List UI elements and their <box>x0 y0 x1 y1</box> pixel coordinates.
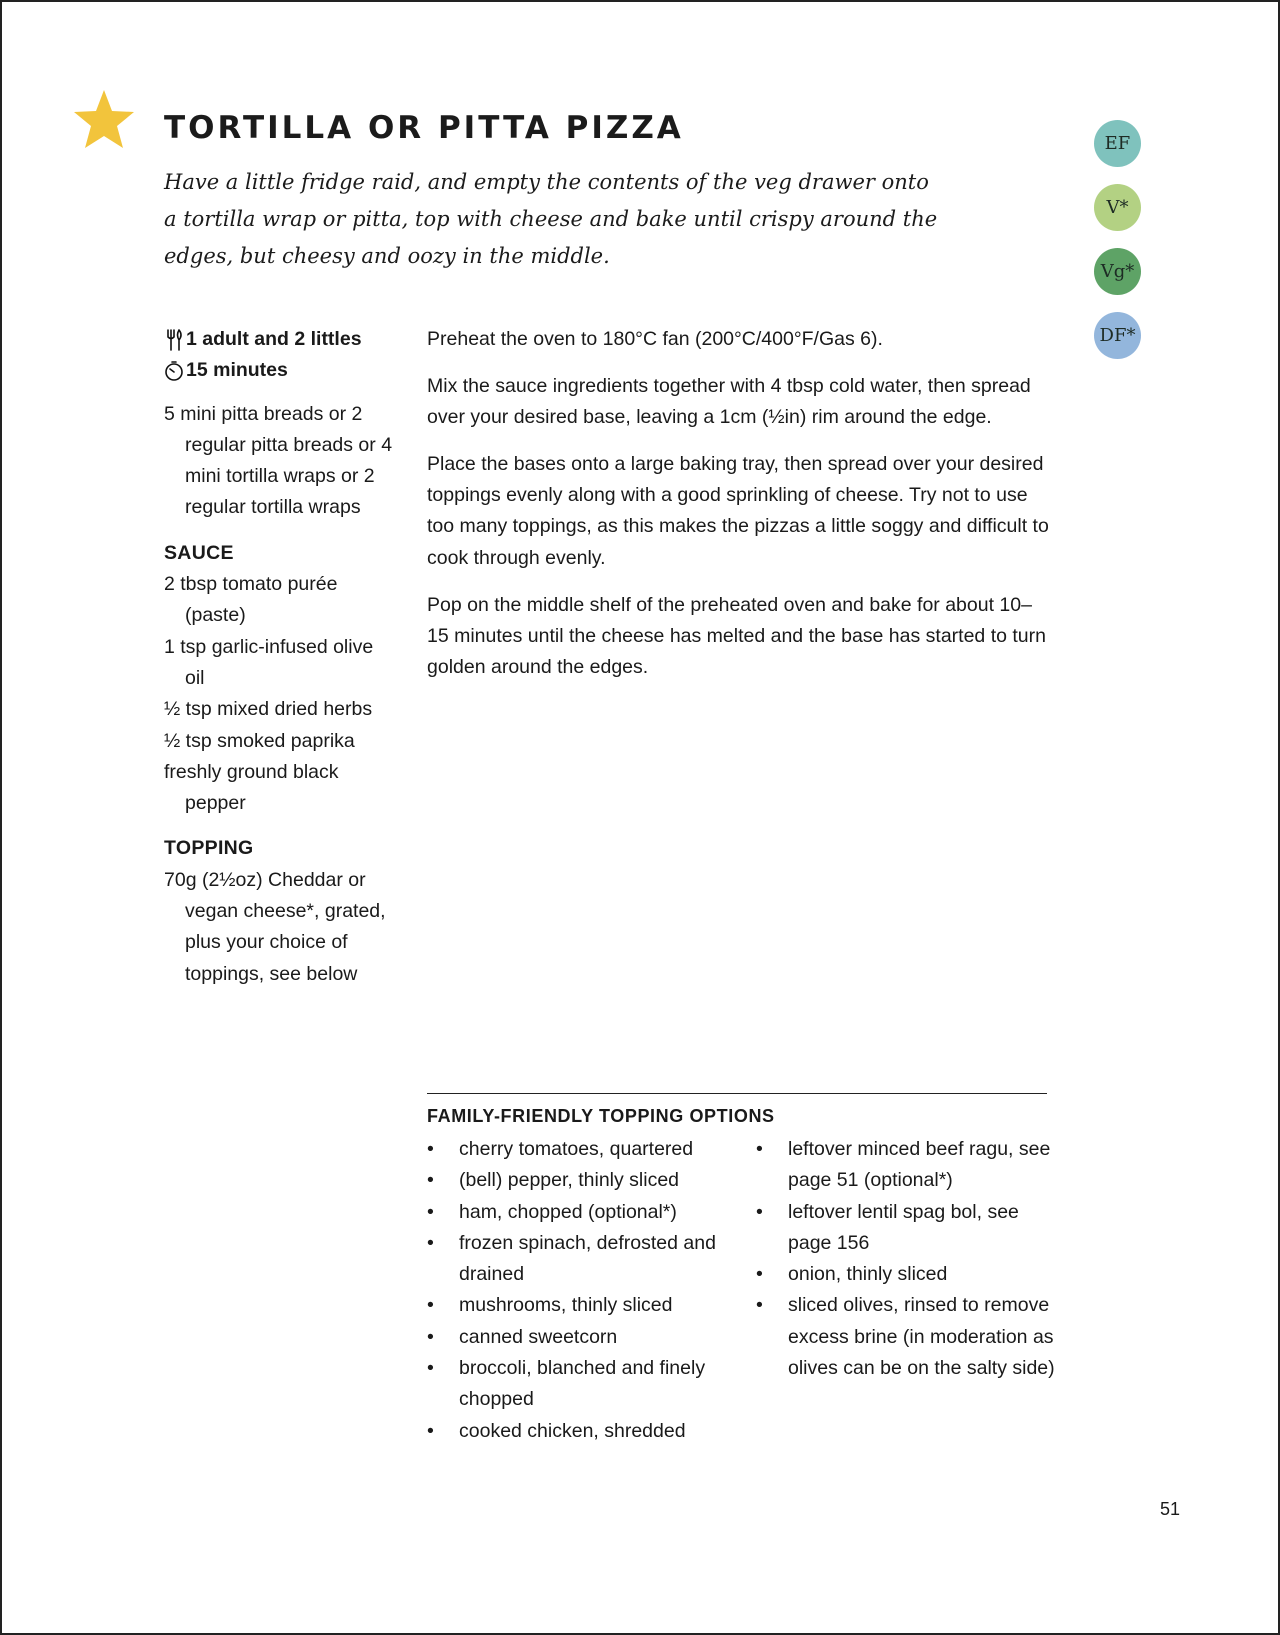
badge-vegan: Vg* <box>1094 248 1141 295</box>
list-item: • leftover lentil spag bol, see page 156 <box>756 1197 1056 1260</box>
list-item: • mushrooms, thinly sliced <box>427 1290 727 1321</box>
method-column <box>427 324 1052 699</box>
list-item: • canned sweetcorn <box>427 1322 727 1353</box>
serves-text: 1 adult and 2 littles <box>186 328 362 350</box>
recipe-intro: Have a little fridge raid, and empty the contents of the veg drawer onto a tortilla wrap or pitta, top with cheese and bake until crispy around the edges, but cheesy and oozy in the middle. <box>164 170 938 268</box>
list-item: • ham, chopped (optional*) <box>427 1197 727 1228</box>
base-ingredient: 5 mini pitta breads or 2 regular pitta breads or 4 mini tortilla wraps or 2 regular tortilla wraps <box>164 402 393 519</box>
topping-ingredient: 70g (2½oz) Cheddar or vegan cheese*, grated, plus your choice of toppings, see below <box>164 868 386 985</box>
list-item: • onion, thinly sliced <box>756 1259 1056 1290</box>
badge-egg-free: EF <box>1094 120 1141 167</box>
method-step: Mix the sauce ingredients together with 4 tbsp cold water, then spread over your desired base, leaving a 1cm (½in) rim around the edge. <box>427 374 1031 429</box>
time-line <box>164 355 394 386</box>
sauce-item: freshly ground black pepper <box>164 760 339 815</box>
badge-dairy-free: DF* <box>1094 312 1141 359</box>
list-item: • broccoli, blanched and finely chopped <box>427 1353 727 1416</box>
section-divider <box>427 1093 1047 1094</box>
ingredients-column <box>164 324 394 990</box>
list-item: • frozen spinach, defrosted and drained <box>427 1228 727 1291</box>
dietary-badges <box>1094 120 1142 376</box>
method-step: Preheat the oven to 180°C fan (200°C/400°F/Gas 6). <box>427 328 883 350</box>
serves-line <box>164 324 394 355</box>
list-item: • sliced olives, rinsed to remove excess brine (in moderation as olives can be on the salty side) <box>756 1290 1056 1384</box>
list-item: • leftover minced beef ragu, see page 51 (optional*) <box>756 1134 1056 1197</box>
timer-icon <box>164 360 184 382</box>
sauce-heading: SAUCE <box>164 541 234 564</box>
topping-options-list-left <box>427 1134 727 1447</box>
method-step: Pop on the middle shelf of the preheated oven and bake for about 10–15 minutes until the cheese has melted and the base has started to turn golden around the edges. <box>427 593 1046 679</box>
sauce-item: 1 tsp garlic-infused olive oil <box>164 635 374 689</box>
topping-options-list-right <box>756 1134 1056 1384</box>
topping-options-heading: FAMILY-FRIENDLY TOPPING OPTIONS <box>427 1106 775 1126</box>
base-ingredients <box>164 399 394 524</box>
sauce-item: 2 tbsp tomato purée (paste) <box>164 573 338 627</box>
topping-heading: TOPPING <box>164 837 254 860</box>
sauce-item: ½ tsp smoked paprika <box>164 729 355 752</box>
page-number: 51 <box>1160 1499 1181 1519</box>
sauce-item: ½ tsp mixed dried herbs <box>164 698 373 721</box>
list-item: • cooked chicken, shredded <box>427 1416 727 1447</box>
method-step: Place the bases onto a large baking tray, then spread over your desired toppings evenly along with a good sprinkling of cheese. Try not to use too many toppings, as this makes the pizzas a little soggy and difficult to cook through evenly. <box>427 452 1049 569</box>
recipe-title: TORTILLA OR PITTA PIZZA <box>164 110 684 146</box>
time-text: 15 minutes <box>186 359 288 382</box>
sauce-list <box>164 569 394 819</box>
list-item: • cherry tomatoes, quartered <box>427 1134 727 1165</box>
cutlery-icon <box>164 329 184 351</box>
badge-vegetarian: V* <box>1094 184 1141 231</box>
star-icon <box>72 88 136 152</box>
list-item: • (bell) pepper, thinly sliced <box>427 1165 727 1196</box>
